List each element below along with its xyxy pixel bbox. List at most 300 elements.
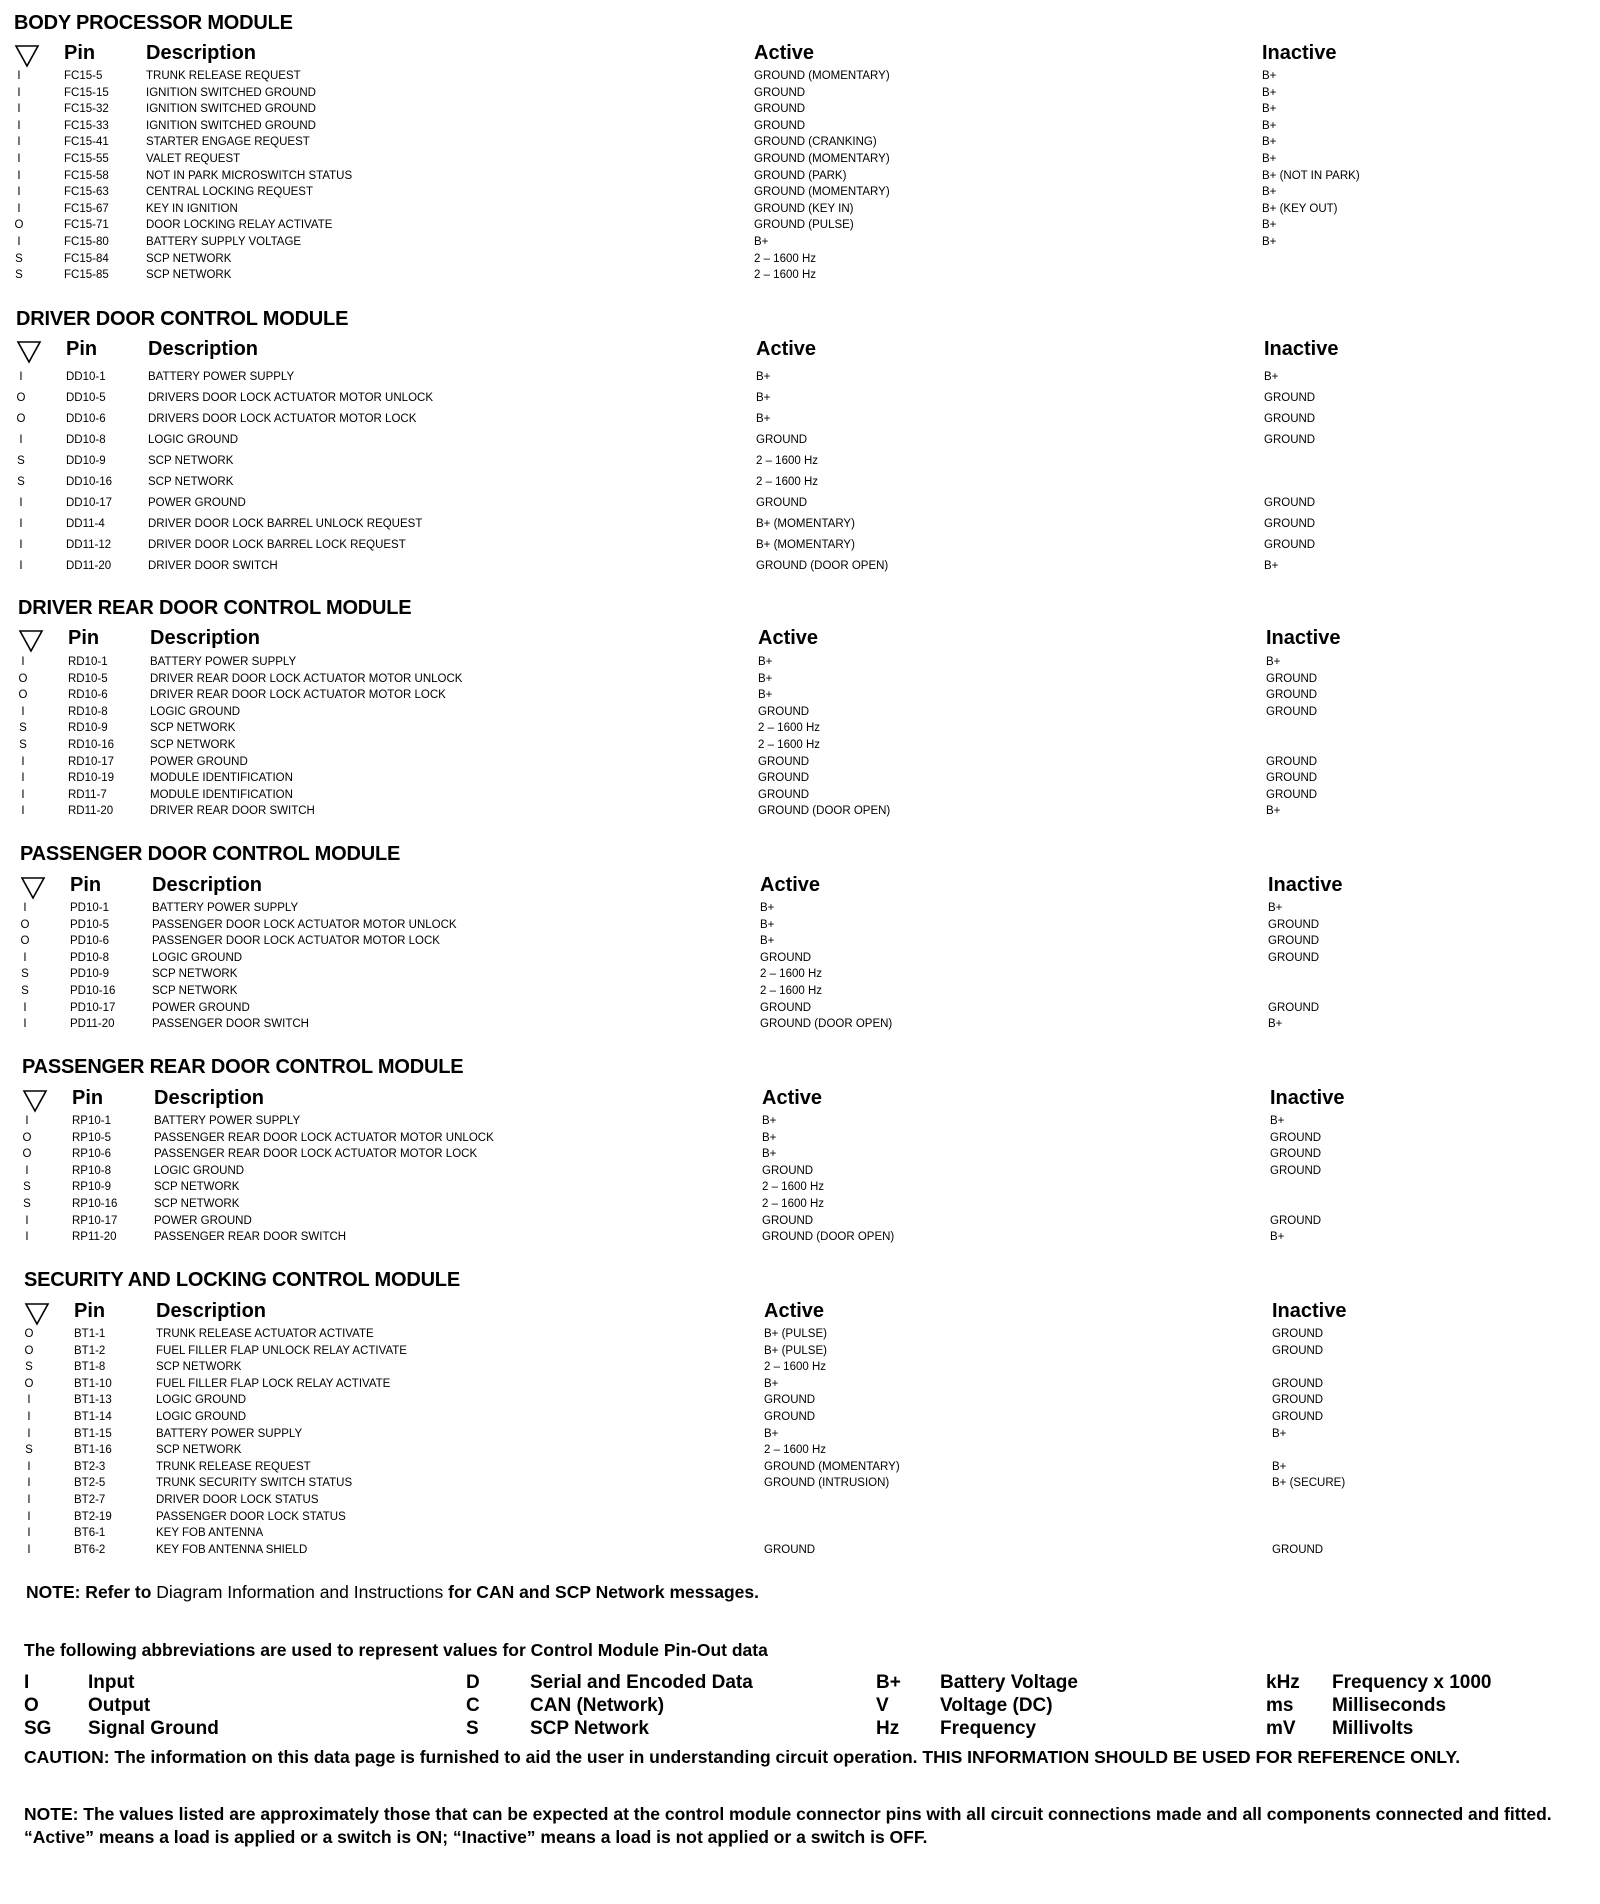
pin-row (0, 803, 1600, 820)
inactive-value: GROUND (1272, 1394, 1324, 1407)
active-value: GROUND (758, 772, 810, 785)
pin-type: I (17, 169, 21, 182)
active-value: GROUND (762, 1214, 814, 1227)
active-value: 2 – 1600 Hz (758, 722, 821, 735)
active-value: GROUND (764, 1411, 816, 1423)
pin-id: PD11-20 (70, 1018, 115, 1031)
pin-description: BATTERY POWER SUPPLY (150, 656, 297, 668)
inactive-value: GROUND (1266, 755, 1318, 768)
pin-row (0, 453, 1600, 470)
inactive-value: GROUND (1264, 413, 1316, 425)
pin-description: PASSENGER DOOR LOCK STATUS (156, 1510, 346, 1523)
inactive-value: GROUND (1266, 788, 1318, 801)
abbreviation-meaning: Output (88, 1695, 151, 1716)
module-title: PASSENGER DOOR CONTROL MODULE (20, 843, 401, 865)
pin-id: RD11-20 (68, 805, 114, 818)
pin-row (0, 201, 1600, 218)
pin-id: RD10-9 (68, 722, 108, 735)
pin-id: PD10-1 (70, 902, 109, 914)
pin-id: RD10-1 (68, 656, 108, 668)
pin-type: O (16, 413, 26, 425)
pin-row (0, 234, 1600, 251)
abbreviation-meaning: Frequency x 1000 (1332, 1672, 1492, 1693)
pin-type: S (21, 968, 29, 981)
pin-row (0, 134, 1600, 151)
active-value: B+ (762, 1115, 777, 1127)
pin-type: I (17, 202, 21, 215)
active-value: 2 – 1600 Hz (754, 252, 817, 265)
inactive-value: GROUND (1266, 705, 1318, 718)
pin-description: SCP NETWORK (156, 1361, 242, 1374)
pin-id: BT2-7 (74, 1494, 106, 1506)
abbreviation-meaning: Millivolts (1332, 1718, 1414, 1739)
abbreviation-code: B+ (876, 1672, 901, 1693)
pin-row (0, 1229, 1600, 1246)
pin-type: O (20, 918, 30, 931)
active-value: B+ (MOMENTARY) (756, 518, 855, 530)
inactive-value: B+ (SECURE) (1272, 1477, 1346, 1490)
pin-description: PASSENGER DOOR LOCK ACTUATOR MOTOR LOCK (152, 935, 440, 948)
pin-type: I (17, 236, 21, 248)
pin-type: I (21, 788, 25, 801)
pin-row (0, 1376, 1600, 1393)
pin-description: POWER GROUND (154, 1214, 252, 1227)
pin-description: DRIVER DOOR SWITCH (148, 560, 278, 572)
pin-type: O (16, 392, 26, 404)
active-value: 2 – 1600 Hz (756, 476, 819, 488)
network-note (26, 1582, 759, 1603)
pin-id: DD10-16 (66, 476, 113, 488)
pin-row (0, 267, 1600, 284)
pin-id: DD10-17 (66, 497, 113, 509)
column-header-active: Active (762, 1087, 823, 1109)
pin-row (0, 654, 1600, 671)
pin-type-triangle-icon (16, 340, 42, 364)
pin-id: PD10-6 (70, 935, 109, 948)
pin-id: FC15-85 (64, 269, 109, 282)
pin-description: BATTERY POWER SUPPLY (148, 371, 295, 383)
active-value: B+ (754, 236, 769, 248)
pin-description: STARTER ENGAGE REQUEST (146, 136, 310, 149)
pin-row (0, 558, 1600, 575)
active-value: GROUND (762, 1164, 814, 1177)
pin-row (0, 495, 1600, 512)
column-header-active: Active (760, 874, 821, 896)
pin-type: I (21, 772, 25, 785)
pin-type: I (27, 1427, 31, 1440)
pin-id: RP10-6 (72, 1148, 111, 1161)
pin-id: BT1-8 (74, 1361, 106, 1374)
pin-id: DD11-12 (66, 539, 112, 551)
pin-type: S (15, 269, 23, 282)
inactive-value: GROUND (1266, 772, 1318, 785)
pin-description: PASSENGER DOOR SWITCH (152, 1018, 309, 1031)
inactive-value: GROUND (1264, 434, 1316, 446)
pin-description: TRUNK RELEASE REQUEST (156, 1460, 311, 1473)
pin-description: LOGIC GROUND (154, 1164, 245, 1177)
column-header-inactive: Inactive (1270, 1087, 1345, 1109)
inactive-value: GROUND (1270, 1214, 1322, 1227)
pin-description: CENTRAL LOCKING REQUEST (146, 186, 313, 199)
inactive-value: B+ (1266, 656, 1281, 668)
pin-description: POWER GROUND (148, 497, 246, 509)
pin-row (0, 900, 1600, 917)
abbreviation-code: kHz (1266, 1672, 1300, 1693)
active-value: GROUND (DOOR OPEN) (760, 1018, 893, 1031)
active-value: GROUND (758, 788, 810, 801)
column-header-pin: Pin (68, 627, 100, 649)
pin-id: RP11-20 (72, 1231, 117, 1244)
active-value: B+ (MOMENTARY) (756, 539, 855, 551)
pin-id: PD10-5 (70, 918, 109, 931)
pin-row (0, 101, 1600, 118)
pin-description: PASSENGER REAR DOOR SWITCH (154, 1231, 347, 1244)
pin-row (0, 85, 1600, 102)
pin-type: I (25, 1231, 29, 1244)
inactive-value: B+ (1262, 219, 1277, 232)
pin-row (0, 151, 1600, 168)
pin-description: POWER GROUND (152, 1001, 250, 1014)
pin-id: RD10-8 (68, 705, 108, 718)
pin-row (0, 1409, 1600, 1426)
pin-row (0, 1000, 1600, 1017)
abbreviation-code: C (466, 1695, 480, 1716)
inactive-value: GROUND (1264, 497, 1316, 509)
active-value: B+ (756, 392, 771, 404)
pin-description: PASSENGER DOOR LOCK ACTUATOR MOTOR UNLOCK (152, 918, 457, 931)
pin-id: PD10-16 (70, 985, 116, 997)
active-value: 2 – 1600 Hz (764, 1444, 827, 1457)
pin-id: BT2-3 (74, 1460, 106, 1473)
abbreviation-code: S (466, 1718, 479, 1739)
pin-row (0, 369, 1600, 386)
pin-description: SCP NETWORK (148, 455, 234, 467)
inactive-value: B+ (1264, 371, 1279, 383)
active-value: B+ (758, 689, 773, 702)
pin-type: I (23, 1001, 27, 1014)
pin-row (0, 787, 1600, 804)
module-title: DRIVER DOOR CONTROL MODULE (16, 308, 349, 330)
pin-row (0, 474, 1600, 491)
pin-description: SCP NETWORK (152, 968, 238, 981)
inactive-value: B+ (1264, 560, 1279, 572)
pin-id: FC15-67 (64, 202, 109, 215)
column-header-pin: Pin (66, 338, 98, 360)
pin-id: RP10-1 (72, 1115, 111, 1127)
active-value: GROUND (DOOR OPEN) (758, 805, 891, 818)
pin-row (0, 184, 1600, 201)
pin-id: FC15-63 (64, 186, 109, 199)
active-value: B+ (758, 672, 773, 685)
active-value: GROUND (CRANKING) (754, 136, 877, 149)
active-value: GROUND (KEY IN) (754, 202, 854, 215)
pin-id: RP10-17 (72, 1214, 118, 1227)
abbreviation-code: ms (1266, 1695, 1294, 1716)
pin-type: I (17, 119, 21, 132)
pin-type: I (19, 497, 23, 509)
active-value: 2 – 1600 Hz (756, 455, 819, 467)
abbreviation-meaning: Milliseconds (1332, 1695, 1447, 1716)
pin-id: BT6-1 (74, 1527, 106, 1540)
pin-description: DRIVERS DOOR LOCK ACTUATOR MOTOR LOCK (148, 413, 417, 425)
pin-row (0, 516, 1600, 533)
active-value: B+ (760, 935, 775, 948)
pin-type: O (20, 935, 30, 948)
column-header-pin: Pin (74, 1300, 106, 1322)
active-value: B+ (756, 371, 771, 383)
pin-description: MODULE IDENTIFICATION (150, 788, 293, 801)
pin-id: RD10-16 (68, 739, 115, 751)
pin-type: O (22, 1131, 32, 1144)
column-header-description: Description (146, 42, 257, 64)
pin-type: S (25, 1444, 33, 1457)
pin-row (0, 933, 1600, 950)
pin-row (0, 770, 1600, 787)
pin-description: KEY IN IGNITION (146, 202, 238, 215)
pin-description: VALET REQUEST (146, 153, 241, 165)
pin-id: FC15-5 (64, 70, 103, 82)
active-value: GROUND (758, 705, 810, 718)
pin-description: MODULE IDENTIFICATION (150, 772, 293, 785)
pin-description: TRUNK RELEASE ACTUATOR ACTIVATE (156, 1328, 374, 1340)
pin-type: I (21, 755, 25, 768)
column-header-pin: Pin (70, 874, 102, 896)
pin-type: S (23, 1181, 31, 1194)
column-header-inactive: Inactive (1268, 874, 1343, 896)
pin-type: I (21, 805, 25, 818)
inactive-value: GROUND (1270, 1131, 1322, 1144)
pin-description: IGNITION SWITCHED GROUND (146, 86, 316, 99)
pin-type: O (18, 672, 28, 685)
inactive-value: B+ (1262, 86, 1277, 99)
active-value: GROUND (754, 86, 806, 99)
pin-id: FC15-71 (64, 219, 109, 232)
active-value: B+ (762, 1148, 777, 1161)
inactive-value: GROUND (1272, 1543, 1324, 1556)
abbreviation-code: SG (24, 1718, 52, 1739)
pin-row (0, 1442, 1600, 1459)
pin-type: S (19, 739, 27, 751)
pin-description: DRIVER DOOR LOCK STATUS (156, 1494, 319, 1506)
pin-row (0, 411, 1600, 428)
pin-row (0, 1525, 1600, 1542)
abbreviation-code: I (24, 1672, 30, 1693)
module-title: BODY PROCESSOR MODULE (14, 12, 293, 34)
pin-type: S (23, 1198, 31, 1210)
active-value: GROUND (DOOR OPEN) (756, 560, 889, 572)
pin-type: I (17, 153, 21, 165)
pin-type: I (27, 1543, 31, 1556)
pin-row (0, 720, 1600, 737)
pin-type: S (21, 985, 29, 997)
abbreviation-meaning: Voltage (DC) (940, 1695, 1053, 1716)
column-header-description: Description (154, 1087, 265, 1109)
caution-text: CAUTION: The information on this data page is furnished to aid the user in understanding circuit operation. THIS INFORMATION SHOULD BE USED FOR REFERENCE ONLY. (24, 1747, 1461, 1767)
pin-row (0, 704, 1600, 721)
active-value: GROUND (764, 1543, 816, 1556)
pin-description: LOGIC GROUND (156, 1411, 247, 1423)
pin-type-triangle-icon (14, 44, 40, 68)
abbreviation-code: D (466, 1672, 480, 1693)
pin-row (0, 1459, 1600, 1476)
abbreviation-code: V (876, 1695, 889, 1716)
column-header-pin: Pin (72, 1087, 104, 1109)
pin-type: I (27, 1394, 31, 1407)
abbreviation-meaning: Serial and Encoded Data (530, 1672, 753, 1693)
inactive-value: B+ (1270, 1231, 1285, 1244)
pin-id: RD10-17 (68, 755, 115, 768)
pin-description: DRIVER REAR DOOR SWITCH (150, 805, 315, 818)
pin-description: DRIVER DOOR LOCK BARREL UNLOCK REQUEST (148, 518, 423, 530)
module-title: DRIVER REAR DOOR CONTROL MODULE (18, 597, 412, 619)
pin-row (0, 1509, 1600, 1526)
pin-id: DD11-4 (66, 518, 105, 530)
abbreviation-meaning: Input (88, 1672, 135, 1693)
pin-description: SCP NETWORK (154, 1181, 240, 1194)
pin-row (0, 1492, 1600, 1509)
pin-id: FC15-58 (64, 169, 109, 182)
pin-description: SCP NETWORK (152, 985, 238, 997)
column-header-active: Active (754, 42, 815, 64)
inactive-value: GROUND (1272, 1328, 1324, 1340)
pin-id: FC15-15 (64, 86, 109, 99)
pin-row (0, 1163, 1600, 1180)
inactive-value: B+ (1270, 1115, 1285, 1127)
pin-type: I (23, 951, 27, 964)
pin-row (0, 1326, 1600, 1343)
active-value: 2 – 1600 Hz (762, 1181, 825, 1194)
pin-type: I (19, 560, 23, 572)
column-header-description: Description (152, 874, 263, 896)
pin-description: BATTERY POWER SUPPLY (156, 1427, 303, 1440)
pin-id: FC15-33 (64, 119, 109, 132)
pin-id: RP10-16 (72, 1198, 118, 1210)
inactive-value: GROUND (1264, 392, 1316, 404)
inactive-value: GROUND (1268, 1001, 1320, 1014)
active-value: B+ (760, 918, 775, 931)
pin-description: BATTERY POWER SUPPLY (152, 902, 299, 914)
inactive-value: B+ (1262, 103, 1277, 116)
inactive-value: GROUND (1270, 1148, 1322, 1161)
pin-id: BT1-10 (74, 1377, 112, 1390)
pin-row (0, 983, 1600, 1000)
pin-row (0, 1016, 1600, 1033)
pin-type: S (15, 252, 23, 265)
inactive-value: B+ (1268, 902, 1283, 914)
pin-row (0, 966, 1600, 983)
pin-description: SCP NETWORK (150, 739, 236, 751)
active-value: GROUND (PARK) (754, 169, 847, 182)
pin-row (0, 118, 1600, 135)
pin-description: KEY FOB ANTENNA SHIELD (156, 1543, 308, 1556)
active-value: GROUND (760, 951, 812, 964)
column-header-pin: Pin (64, 42, 96, 64)
pin-type: I (19, 434, 23, 446)
inactive-value: GROUND (1268, 951, 1320, 964)
pin-id: BT2-5 (74, 1477, 106, 1490)
inactive-value: GROUND (1266, 672, 1318, 685)
inactive-value: B+ (1262, 119, 1277, 132)
pin-row (0, 1213, 1600, 1230)
active-value: 2 – 1600 Hz (762, 1198, 825, 1210)
pin-description: FUEL FILLER FLAP LOCK RELAY ACTIVATE (156, 1377, 391, 1390)
pin-row (0, 432, 1600, 449)
column-header-inactive: Inactive (1264, 338, 1339, 360)
pin-id: DD10-1 (66, 371, 106, 383)
pin-description: POWER GROUND (150, 755, 248, 768)
active-value: B+ (PULSE) (764, 1328, 827, 1340)
active-value: GROUND (756, 497, 808, 509)
pin-type: I (27, 1527, 31, 1540)
inactive-value: B+ (1262, 153, 1277, 165)
pin-id: DD10-6 (66, 413, 106, 425)
pin-description: FUEL FILLER FLAP UNLOCK RELAY ACTIVATE (156, 1344, 407, 1357)
pin-type: I (17, 103, 21, 116)
inactive-value: GROUND (1272, 1377, 1324, 1390)
inactive-value: GROUND (1268, 918, 1320, 931)
pin-row (0, 737, 1600, 754)
note-link-text: Diagram Information and Instructions (156, 1582, 444, 1602)
active-value: GROUND (754, 119, 806, 132)
pin-id: DD10-5 (66, 392, 106, 404)
pin-description: NOT IN PARK MICROSWITCH STATUS (146, 169, 353, 182)
pin-description: DOOR LOCKING RELAY ACTIVATE (146, 219, 333, 232)
inactive-value: GROUND (1266, 689, 1318, 702)
column-header-active: Active (758, 627, 819, 649)
pin-id: PD10-17 (70, 1001, 116, 1014)
pin-description: LOGIC GROUND (148, 434, 239, 446)
pin-id: FC15-55 (64, 153, 109, 165)
pin-description: SCP NETWORK (146, 252, 232, 265)
pin-id: RD10-6 (68, 689, 108, 702)
pin-row (0, 168, 1600, 185)
pin-row (0, 950, 1600, 967)
active-value: GROUND (760, 1001, 812, 1014)
inactive-value: B+ (1268, 1018, 1283, 1031)
pin-type-triangle-icon (24, 1302, 50, 1326)
pin-type: I (27, 1460, 31, 1473)
pin-id: FC15-41 (64, 136, 109, 149)
inactive-value: B+ (1262, 70, 1277, 82)
active-value: B+ (764, 1377, 779, 1390)
abbreviation-meaning: CAN (Network) (530, 1695, 665, 1716)
inactive-value: GROUND (1272, 1344, 1324, 1357)
pin-description: BATTERY SUPPLY VOLTAGE (146, 236, 302, 248)
pin-description: PASSENGER REAR DOOR LOCK ACTUATOR MOTOR LOCK (154, 1148, 478, 1161)
pin-row (0, 1146, 1600, 1163)
pin-id: PD10-8 (70, 951, 109, 964)
active-value: GROUND (PULSE) (754, 219, 854, 232)
active-value: B+ (PULSE) (764, 1344, 827, 1357)
pin-row (0, 687, 1600, 704)
pin-id: BT1-13 (74, 1394, 112, 1407)
pin-description: IGNITION SWITCHED GROUND (146, 103, 316, 116)
pin-id: RD10-5 (68, 672, 108, 685)
column-header-description: Description (156, 1300, 267, 1322)
active-value: 2 – 1600 Hz (754, 269, 817, 282)
inactive-value: B+ (1262, 136, 1277, 149)
pin-row (0, 1113, 1600, 1130)
pin-description: LOGIC GROUND (156, 1394, 247, 1407)
active-value: B+ (758, 656, 773, 668)
abbreviation-code: O (24, 1695, 39, 1716)
pin-type: I (27, 1411, 31, 1423)
pin-type: I (19, 371, 23, 383)
pin-id: BT1-16 (74, 1444, 112, 1457)
pin-description: DRIVERS DOOR LOCK ACTUATOR MOTOR UNLOCK (148, 392, 433, 404)
pin-type: S (19, 722, 27, 735)
active-value: B+ (764, 1427, 779, 1440)
